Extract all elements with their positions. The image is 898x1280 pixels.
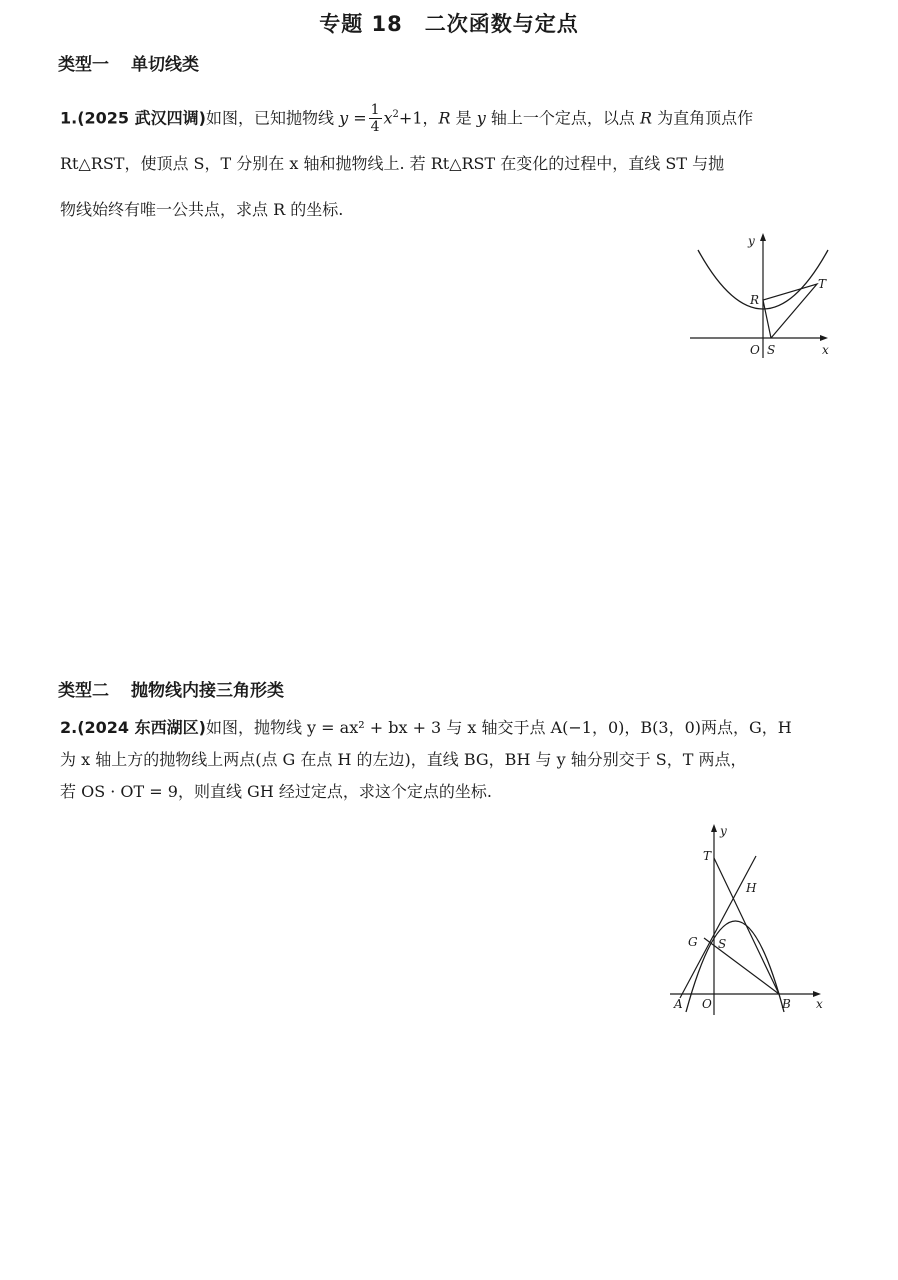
- label-o: O: [750, 343, 760, 357]
- label-y: y: [720, 824, 727, 838]
- problem-text: R: [438, 108, 451, 128]
- problem-line: 为 x 轴上方的抛物线上两点(点 G 在点 H 的左边)，直线 BG，BH 与 y 轴分别交于 S，T 两点，: [60, 750, 747, 769]
- label-t: T: [703, 849, 712, 863]
- problem-text: R: [639, 108, 653, 128]
- problem-text: 如图，已知抛物线: [205, 108, 334, 128]
- line-bg: [704, 938, 779, 994]
- problem-text: 是: [450, 108, 477, 128]
- problem-2: [60, 712, 840, 808]
- label-o: O: [702, 997, 712, 1011]
- section-name: 抛物线内接三角形类: [131, 681, 284, 701]
- label-s: S: [767, 343, 776, 357]
- problem-text: 如图，抛物线 y = ax² + bx + 3 与 x 轴交于点 A(−1，0)，B(3，0)两点，G，H: [205, 718, 792, 737]
- problem-line: [60, 712, 840, 744]
- problem-number: 1.: [60, 108, 78, 128]
- fraction: [369, 102, 382, 135]
- label-s: S: [718, 937, 727, 951]
- y-axis-arrow: [711, 824, 717, 832]
- problem-source: (2024 东西湖区): [77, 718, 206, 737]
- problem-number: 2.: [60, 718, 78, 737]
- problem-line: 若 OS · OT = 9，则直线 GH 经过定点，求这个定点的坐标.: [60, 782, 492, 801]
- label-a: A: [674, 997, 683, 1011]
- problem-line: Rt△RST，使顶点 S，T 分别在 x 轴和抛物线上. 若 Rt△RST 在变化的过程中，直线 ST 与抛: [60, 154, 725, 174]
- label-g: G: [688, 935, 698, 949]
- label-x: x: [822, 343, 829, 357]
- line-gh: [680, 856, 756, 998]
- problem-line: 物线始终有唯一公共点，求点 R 的坐标.: [60, 200, 344, 220]
- equation-lhs: y =: [339, 108, 367, 128]
- y-axis-arrow: [760, 233, 766, 241]
- label-r: R: [750, 293, 760, 307]
- section-label: 类型二: [58, 681, 109, 701]
- problem-text: y: [476, 108, 486, 128]
- problem-line: [60, 92, 840, 141]
- section-label: 类型一: [58, 55, 109, 75]
- fraction-numerator: 1: [370, 102, 380, 119]
- x-axis-arrow: [820, 335, 828, 341]
- equation-var: x: [383, 108, 393, 128]
- section-name: 单切线类: [131, 55, 199, 75]
- equation-tail: +1，: [398, 108, 439, 128]
- label-t: T: [818, 277, 827, 291]
- figure-1: [686, 228, 846, 363]
- page-title: 专题 18 二次函数与定点: [319, 12, 579, 36]
- problem-source: (2025 武汉四调): [77, 108, 206, 128]
- label-x: x: [816, 997, 823, 1011]
- problem-text: 为直角顶点作: [652, 108, 754, 128]
- problem-text: 轴上一个定点，以点: [485, 108, 640, 128]
- fraction-denominator: 4: [370, 119, 380, 136]
- equation-exponent: 2: [392, 109, 399, 120]
- figure-2: [666, 820, 836, 1020]
- parabola: [686, 921, 784, 1012]
- label-h: H: [746, 881, 757, 895]
- label-y: y: [748, 234, 755, 248]
- triangle-rst: [763, 284, 817, 338]
- section-heading-2: [58, 676, 284, 701]
- section-heading-1: [58, 50, 199, 75]
- problem-1: [60, 92, 840, 233]
- label-b: B: [782, 997, 791, 1011]
